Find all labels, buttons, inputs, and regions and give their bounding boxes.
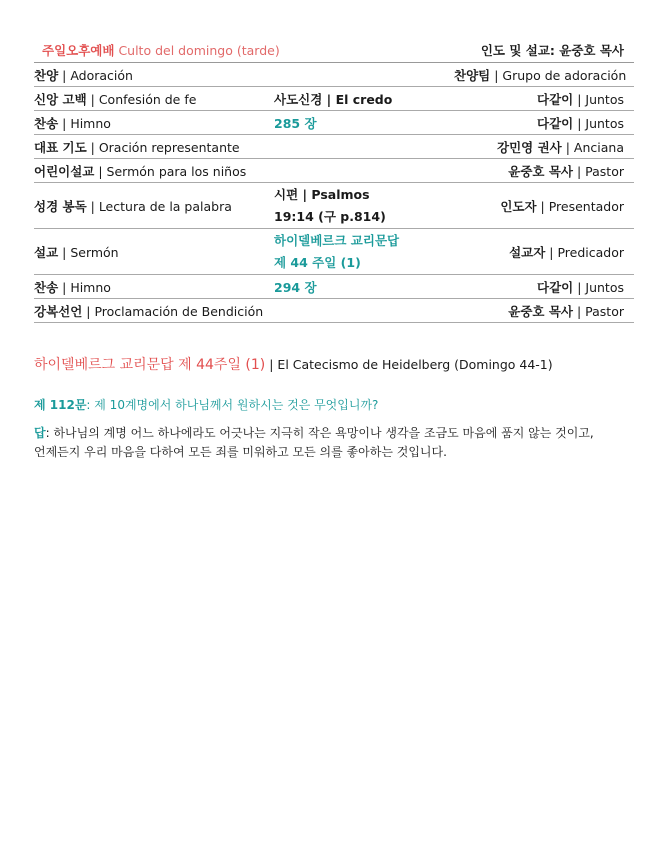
catechism-answer: 답: 하나님의 계명 어느 하나에라도 어긋나는 지극히 작은 욕망이나 생각을 조금도 마음에 품지 않는 것이고, 언제든지 우리 마음을 다하여 모든 죄를 미워하고 모든 의를 좋아하는 것입니다. [34,426,594,459]
table-row: 설교 | Sermón 하이델베르크 교리문답 제 44 주일 (1) 설교자 | Predicador [34,229,634,275]
table-row: 강복선언 | Proclamación de Bendición 윤중호 목사 | Pastor [34,299,634,323]
table-row: 신앙 고백 | Confesión de fe 사도신경 | El credo 다같이 | Juntos [34,87,634,111]
table-row: 찬송 | Himno 285 장 다같이 | Juntos [34,111,634,135]
table-row: 대표 기도 | Oración representante 강민영 권사 | Anciana [34,135,634,159]
order-header [34,38,634,63]
table-row: 찬송 | Himno 294 장 다같이 | Juntos [34,275,634,299]
service-leader: 인도 및 설교: 윤중호 목사 [480,43,624,58]
worship-order [34,38,634,323]
catechism-title: 하이델베르그 교리문답 제 44주일 (1) | El Catecismo de Heidelberg (Domingo 44-1) [34,357,553,373]
order-table [34,63,634,323]
table-row: 찬양 | Adoración 찬양팀 | Grupo de adoración [34,63,634,87]
catechism-question: 제 112문: 제 10계명에서 하나님께서 원하시는 것은 무엇입니까? [34,398,379,412]
table-row: 어린이설교 | Sermón para los niños 윤중호 목사 | Pastor [34,159,634,183]
table-row: 성경 봉독 | Lectura de la palabra 시편 | Psalmos 19:14 (구 p.814) 인도자 | Presentador [34,183,634,229]
service-title: 주일오후예배 Culto del domingo (tarde) [42,43,280,58]
